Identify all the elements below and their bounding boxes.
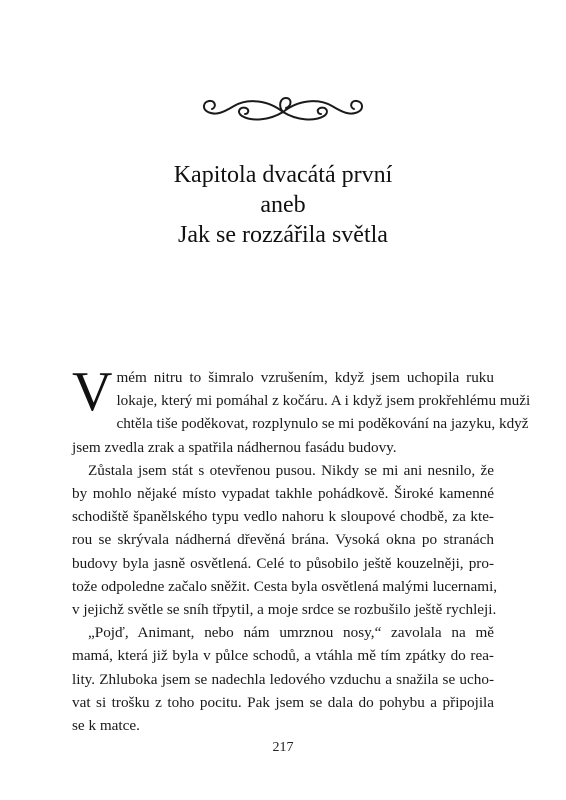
text-line: rou se skrývala nádherná dřevěná brána. Vysoká okna po stranách (72, 531, 494, 549)
text-line: by mohlo nějaké místo vypadat takhle pohádkově. Široké kamenné (72, 485, 494, 503)
text-line: Zůstala jsem stát s otevřenou pusou. Nikdy se mi ani nesnilo, že (88, 461, 494, 479)
text-line: mamá, která již byla v půlce schodů, a vtáhla mě tím zpátky do rea- (72, 647, 494, 665)
text-line: se k matce. (72, 717, 140, 735)
chapter-heading (0, 160, 566, 250)
text-line: jsem zvedla zrak a spatřila nádhernou fasádu budovy. (72, 438, 397, 456)
text-line: lity. Zhluboka jsem se nadechla ledového vzduchu a snažila se ucho- (72, 670, 494, 688)
text-line: mém nitru to šimralo vzrušením, když jsem uchopila ruku (116, 369, 494, 386)
paragraph-2 (72, 459, 498, 621)
text-line: budovy byla jasně osvětlená. Celé to působilo ještě kouzelněji, pro- (72, 554, 494, 572)
text-line: v jejichž světle se sníh třpytil, a moje srdce se rozbušilo ještě rychleji. (72, 601, 497, 619)
text-line: tože odpoledne začalo sněžit. Cesta byla osvětlená malými lucernami, (72, 577, 498, 595)
flourish-ornament-icon (198, 90, 368, 130)
body-text (72, 361, 531, 737)
paragraph-3 (72, 621, 494, 737)
chapter-title: Kapitola dvacátá první (173, 162, 393, 188)
chapter-subtitle: Jak se rozzářila světla (178, 222, 388, 248)
text-line: chtěla tiše poděkovat, rozplynulo se mi poděkování na jazyku, když (116, 415, 529, 433)
drop-cap: V (72, 361, 113, 423)
text-line: vat si trošku z toho pocitu. Pak jsem se dala do pohybu a připojila (72, 693, 494, 711)
chapter-conjunction: aneb (260, 192, 306, 218)
text-line: lokaje, který mi pomáhal z kočáru. A i když jsem prokřehlému muži (116, 392, 531, 410)
text-line: „Pojď, Animant, nebo nám umrznou nosy,“ zavolala na mě (88, 624, 494, 642)
paragraph-1 (72, 361, 531, 459)
page-number: 217 (272, 740, 294, 755)
text-line: schodiště španělského typu vedlo nahoru k sloupové chodbě, za kte- (72, 508, 494, 526)
